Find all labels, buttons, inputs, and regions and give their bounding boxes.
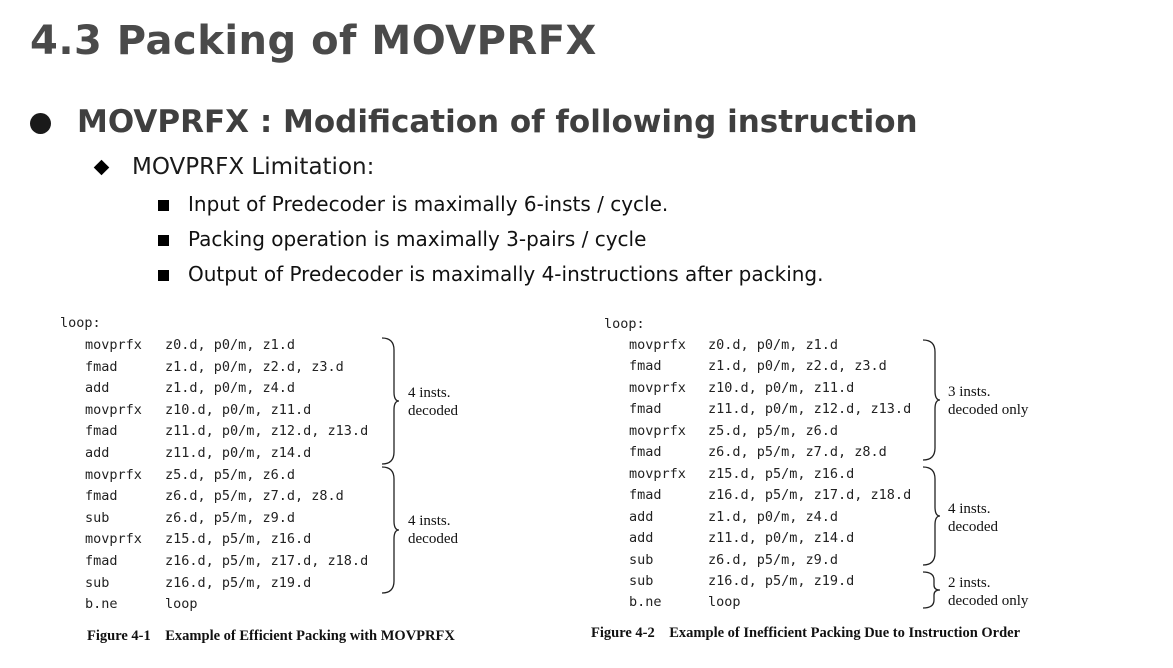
code-args: z10.d, p0/m, z11.d (165, 401, 312, 418)
code-op: movprfx (629, 337, 686, 353)
code-args: z5.d, p5/m, z6.d (165, 466, 296, 483)
code-args: z1.d, p0/m, z2.d, z3.d (165, 358, 344, 375)
code-op: fmad (629, 487, 662, 504)
code-args: z6.d, p5/m, z9.d (708, 551, 839, 568)
bullet-level3-item: Packing operation is maximally 3-pairs / cycle (188, 227, 647, 251)
code-op: fmad (85, 488, 118, 505)
code-op: add (629, 530, 654, 547)
brace-icon (921, 465, 941, 567)
code-args: z6.d, p5/m, z9.d (165, 509, 296, 526)
code-op: sub (85, 574, 110, 591)
code-op: b.ne (85, 596, 118, 613)
square-bullet-icon (158, 270, 169, 281)
code-op: sub (629, 551, 654, 568)
bullet-level2: MOVPRFX Limitation: (132, 154, 375, 180)
code-op: fmad (85, 553, 118, 569)
code-args: z6.d, p5/m, z7.d, z8.d (165, 488, 344, 505)
code-op: fmad (85, 358, 118, 375)
code-op: movprfx (629, 379, 686, 396)
square-bullet-icon (158, 200, 169, 211)
group-note: 4 insts. decoded (408, 385, 458, 419)
code-args: z11.d, p0/m, z14.d (708, 530, 855, 547)
code-args: z16.d, p5/m, z17.d, z18.d (165, 553, 369, 569)
figure-caption: Figure 4-2 Example of Inefficient Packing Due to Instruction Order (591, 625, 1021, 641)
code-op: movprfx (85, 466, 142, 483)
code-op: movprfx (85, 337, 142, 353)
code-op: movprfx (629, 465, 686, 482)
bullet-level3-item: Input of Predecoder is maximally 6-insts / cycle. (188, 192, 669, 216)
code-args: z1.d, p0/m, z2.d, z3.d (708, 358, 887, 375)
code-op: b.ne (629, 594, 662, 611)
code-args: z6.d, p5/m, z7.d, z8.d (708, 444, 887, 461)
code-args: loop (708, 594, 741, 611)
group-note: 4 insts. decoded (408, 513, 458, 547)
code-args: z1.d, p0/m, z4.d (165, 380, 296, 397)
code-args: z11.d, p0/m, z12.d, z13.d (708, 401, 912, 418)
code-label: loop: (604, 316, 645, 332)
group-note: 2 insts. decoded only (948, 575, 1029, 609)
code-args: z11.d, p0/m, z14.d (165, 445, 312, 461)
code-op: fmad (629, 444, 662, 461)
code-op: fmad (85, 423, 118, 440)
group-note: 3 insts. decoded only (948, 384, 1029, 418)
code-args: z0.d, p0/m, z1.d (708, 337, 839, 353)
code-args: z16.d, p5/m, z17.d, z18.d (708, 487, 912, 504)
brace-icon (380, 336, 400, 466)
code-args: z15.d, p5/m, z16.d (165, 531, 312, 548)
code-op: sub (629, 572, 654, 589)
code-op: fmad (629, 358, 662, 375)
code-args: z15.d, p5/m, z16.d (708, 465, 855, 482)
code-op: sub (85, 509, 110, 526)
brace-icon (921, 570, 941, 610)
code-op: add (629, 508, 654, 525)
bullet-dot-icon (30, 113, 51, 134)
code-op: movprfx (629, 422, 686, 439)
code-op: add (85, 445, 110, 461)
group-note: 4 insts. decoded (948, 501, 998, 535)
code-args: z10.d, p0/m, z11.d (708, 379, 855, 396)
square-bullet-icon (158, 235, 169, 246)
code-args: z5.d, p5/m, z6.d (708, 422, 839, 439)
code-args: z16.d, p5/m, z19.d (708, 572, 855, 589)
code-label: loop: (60, 315, 101, 331)
code-args: z11.d, p0/m, z12.d, z13.d (165, 423, 369, 440)
code-op: movprfx (85, 531, 142, 548)
code-op: movprfx (85, 401, 142, 418)
brace-icon (380, 465, 400, 595)
code-op: fmad (629, 401, 662, 418)
code-args: z16.d, p5/m, z19.d (165, 574, 312, 591)
bullet-level1: MOVPRFX : Modification of following instruction (77, 104, 918, 140)
code-args: z1.d, p0/m, z4.d (708, 508, 839, 525)
code-op: add (85, 380, 110, 397)
brace-icon (921, 338, 941, 462)
diamond-bullet-icon (94, 160, 110, 176)
code-args: z0.d, p0/m, z1.d (165, 337, 296, 353)
page-title: 4.3 Packing of MOVPRFX (30, 18, 597, 64)
code-args: loop (165, 596, 198, 613)
bullet-level3-item: Output of Predecoder is maximally 4-instructions after packing. (188, 262, 824, 286)
figure-caption: Figure 4-1 Example of Efficient Packing with MOVPRFX (87, 628, 455, 644)
